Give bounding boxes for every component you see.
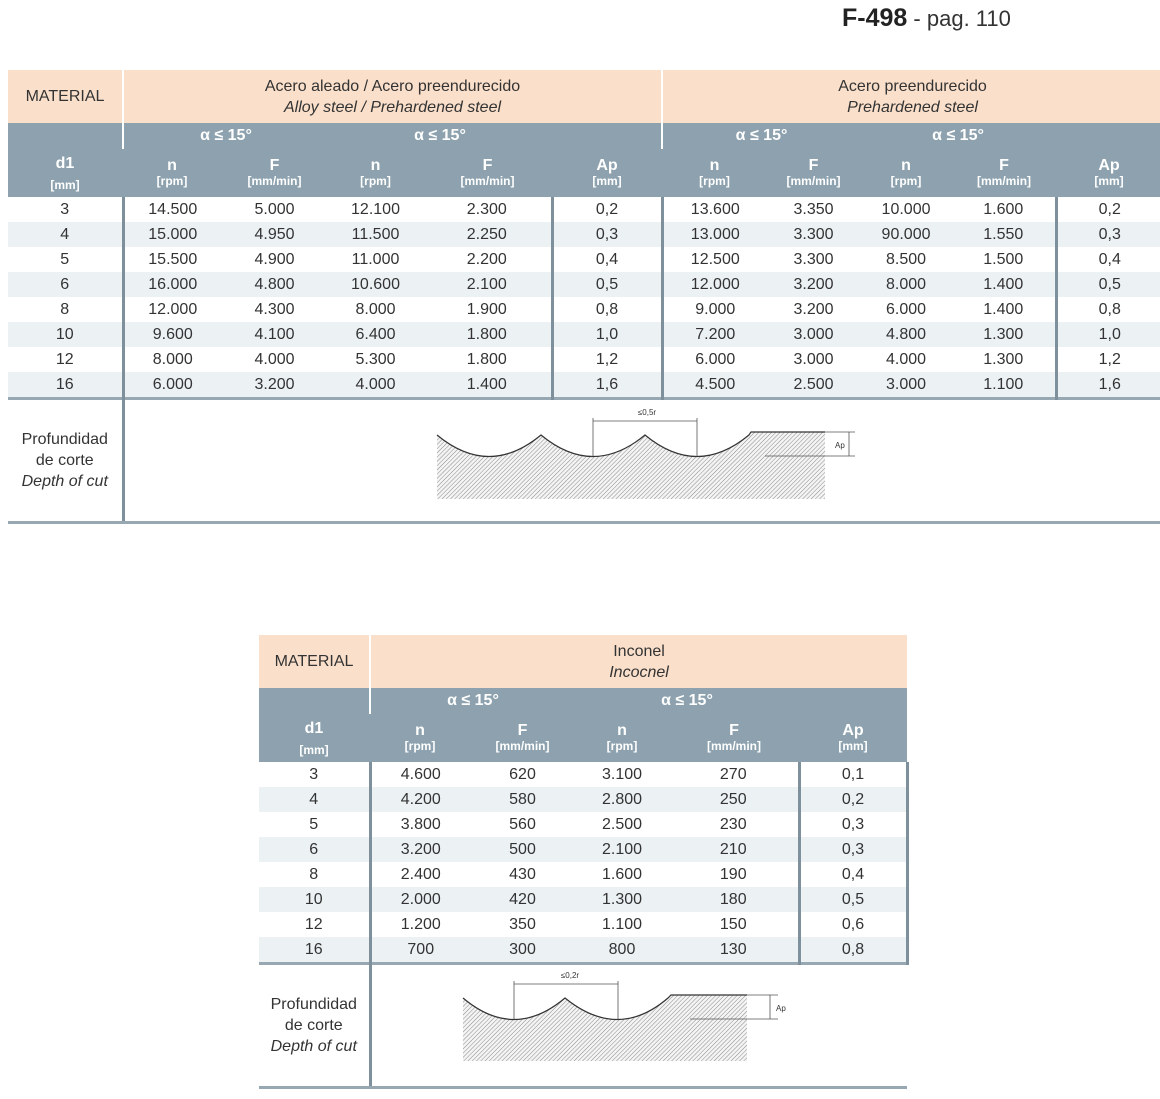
ap-label: Ap — [842, 721, 864, 739]
value-cell: 1,0 — [1056, 322, 1160, 347]
material-title-en: Alloy steel / Prehardened steel — [284, 98, 502, 116]
f-label: F — [482, 156, 493, 174]
value-cell: 8.500 — [860, 247, 952, 272]
f-unit: [mm/min] — [495, 738, 550, 753]
value-cell: 3.000 — [860, 372, 952, 399]
diagram-dim-label: ≤0,2r — [560, 971, 579, 980]
table-row — [8, 297, 1160, 322]
n-unit: [rpm] — [699, 173, 730, 188]
value-cell: 1.300 — [952, 322, 1056, 347]
material-title-en: Incocnel — [609, 663, 669, 681]
ap-unit: [mm] — [1094, 173, 1124, 188]
value-cell: 6.000 — [860, 297, 952, 322]
depth-of-cut-label — [8, 399, 123, 523]
f-label: F — [517, 721, 528, 739]
value-cell: 620 — [470, 762, 575, 787]
diameter-cell: 3 — [259, 762, 370, 787]
diameter-cell: 16 — [8, 372, 123, 399]
diameter-cell: 8 — [8, 297, 123, 322]
ap-header — [1056, 149, 1160, 197]
value-cell: 0,2 — [799, 787, 907, 812]
n-header — [370, 714, 470, 762]
value-cell: 0,4 — [552, 247, 662, 272]
table-row — [8, 347, 1160, 372]
table-row — [8, 197, 1160, 222]
value-cell: 15.500 — [123, 247, 221, 272]
f-unit: [mm/min] — [707, 738, 761, 753]
alpha-angle-header: α ≤ 15° — [370, 688, 575, 714]
table-row — [259, 887, 907, 912]
cutting-data-table-steel — [8, 70, 1160, 524]
value-cell: 250 — [669, 787, 799, 812]
alpha-angle-header: α ≤ 15° — [661, 692, 713, 709]
value-cell: 1,6 — [552, 372, 662, 399]
depth-label-en: Depth of cut — [21, 473, 108, 490]
f-header — [767, 149, 860, 197]
diameter-cell: 4 — [259, 787, 370, 812]
n-header — [860, 149, 952, 197]
value-cell: 8.000 — [860, 272, 952, 297]
value-cell: 12.100 — [328, 197, 423, 222]
material-group-inconel — [370, 635, 907, 688]
value-cell: 4.500 — [662, 372, 767, 399]
value-cell: 430 — [470, 862, 575, 887]
value-cell: 0,3 — [552, 222, 662, 247]
value-cell: 130 — [669, 937, 799, 964]
diameter-cell: 4 — [8, 222, 123, 247]
material-header: MATERIAL — [8, 70, 123, 123]
alpha-angle-header: α ≤ 15° — [414, 127, 466, 144]
diameter-cell: 3 — [8, 197, 123, 222]
page-ref-separator: - — [907, 6, 927, 31]
value-cell: 13.600 — [662, 197, 767, 222]
ap-unit: [mm] — [838, 738, 868, 753]
ap-label: Ap — [1098, 156, 1120, 174]
diameter-cell: 6 — [259, 837, 370, 862]
f-header — [423, 149, 552, 197]
page-number: pag. 110 — [926, 6, 1011, 31]
value-cell: 0,3 — [799, 837, 907, 862]
value-cell: 3.200 — [221, 372, 328, 399]
material-group-alloy-steel — [123, 70, 662, 123]
d1-label: d1 — [304, 720, 324, 737]
value-cell: 9.000 — [662, 297, 767, 322]
value-cell: 0,5 — [552, 272, 662, 297]
value-cell: 5.000 — [221, 197, 328, 222]
value-cell: 700 — [370, 937, 470, 964]
value-cell: 0,8 — [1056, 297, 1160, 322]
value-cell: 0,4 — [799, 862, 907, 887]
value-cell: 1.600 — [575, 862, 669, 887]
value-cell: 3.000 — [767, 322, 860, 347]
diameter-cell: 12 — [8, 347, 123, 372]
value-cell: 1.300 — [575, 887, 669, 912]
value-cell: 0,6 — [799, 912, 907, 937]
value-cell: 11.000 — [328, 247, 423, 272]
value-cell: 2.000 — [370, 887, 470, 912]
value-cell: 2.500 — [575, 812, 669, 837]
value-cell: 270 — [669, 762, 799, 787]
value-cell: 10.000 — [860, 197, 952, 222]
depth-label-en: Depth of cut — [270, 1038, 357, 1055]
value-cell: 2.200 — [423, 247, 552, 272]
material-group-prehardened-steel — [662, 70, 1160, 123]
n-label: n — [709, 156, 720, 174]
value-cell: 1.400 — [952, 297, 1056, 322]
depth-of-cut-diagram-cell — [370, 964, 907, 1088]
depth-of-cut-label — [259, 964, 370, 1088]
d1-unit: [mm] — [50, 178, 80, 192]
value-cell: 190 — [669, 862, 799, 887]
diagram-ap-label: Ap — [834, 441, 845, 450]
value-cell: 1.400 — [423, 372, 552, 399]
value-cell: 560 — [470, 812, 575, 837]
depth-of-cut-diagram-cell — [123, 399, 1160, 523]
value-cell: 4.000 — [328, 372, 423, 399]
value-cell: 6.000 — [662, 347, 767, 372]
value-cell: 1.500 — [952, 247, 1056, 272]
diameter-cell: 10 — [259, 887, 370, 912]
value-cell: 3.100 — [575, 762, 669, 787]
value-cell: 1.900 — [423, 297, 552, 322]
material-title-es: Inconel — [613, 642, 665, 660]
table-row — [259, 937, 907, 964]
material-header: MATERIAL — [259, 635, 370, 688]
value-cell: 1.200 — [370, 912, 470, 937]
value-cell: 4.000 — [860, 347, 952, 372]
cutting-data-table-inconel — [259, 635, 909, 1089]
value-cell: 90.000 — [860, 222, 952, 247]
value-cell: 4.800 — [860, 322, 952, 347]
material-title-es: Acero preendurecido — [838, 77, 987, 95]
f-label: F — [999, 156, 1009, 174]
value-cell: 3.200 — [370, 837, 470, 862]
value-cell: 1,2 — [1056, 347, 1160, 372]
value-cell: 1,2 — [552, 347, 662, 372]
table-row — [259, 812, 907, 837]
value-cell: 6.000 — [123, 372, 221, 399]
value-cell: 1.550 — [952, 222, 1056, 247]
value-cell: 580 — [470, 787, 575, 812]
ap-header — [552, 149, 662, 197]
value-cell: 4.600 — [370, 762, 470, 787]
value-cell: 2.800 — [575, 787, 669, 812]
depth-label-es-1: Profundidad — [21, 431, 108, 448]
material-title-es: Acero aleado / Acero preendurecido — [264, 77, 521, 95]
diameter-cell: 8 — [259, 862, 370, 887]
diameter-cell: 16 — [259, 937, 370, 964]
value-cell: 11.500 — [328, 222, 423, 247]
value-cell: 1.100 — [575, 912, 669, 937]
ap-unit: [mm] — [592, 173, 622, 188]
value-cell: 1,0 — [552, 322, 662, 347]
n-label: n — [617, 721, 627, 739]
table-row — [259, 912, 907, 937]
n-label: n — [167, 156, 177, 174]
value-cell: 180 — [669, 887, 799, 912]
value-cell: 1.600 — [952, 197, 1056, 222]
value-cell: 210 — [669, 837, 799, 862]
value-cell: 0,3 — [799, 812, 907, 837]
diameter-cell: 10 — [8, 322, 123, 347]
diameter-cell: 6 — [8, 272, 123, 297]
value-cell: 2.300 — [423, 197, 552, 222]
d1-header — [8, 123, 123, 197]
value-cell: 500 — [470, 837, 575, 862]
n-label: n — [901, 156, 911, 174]
value-cell: 12.000 — [123, 297, 221, 322]
value-cell: 0,2 — [1056, 197, 1160, 222]
value-cell: 3.350 — [767, 197, 860, 222]
value-cell: 1.400 — [952, 272, 1056, 297]
n-unit: [rpm] — [360, 173, 391, 188]
value-cell: 12.500 — [662, 247, 767, 272]
value-cell: 800 — [575, 937, 669, 964]
value-cell: 2.100 — [575, 837, 669, 862]
value-cell: 230 — [669, 812, 799, 837]
table-row — [8, 247, 1160, 272]
alpha-angle-header: α ≤ 15° — [123, 123, 328, 149]
depth-label-es-2: de corte — [35, 452, 94, 469]
value-cell: 0,8 — [799, 937, 907, 964]
n-unit: [rpm] — [890, 173, 922, 188]
value-cell: 2.250 — [423, 222, 552, 247]
value-cell: 6.400 — [328, 322, 423, 347]
value-cell: 3.300 — [767, 247, 860, 272]
diameter-cell: 12 — [259, 912, 370, 937]
value-cell: 5.300 — [328, 347, 423, 372]
f-label: F — [729, 721, 739, 739]
value-cell: 3.300 — [767, 222, 860, 247]
value-cell: 1.300 — [952, 347, 1056, 372]
diagram-dim-label: ≤0,5r — [637, 408, 656, 417]
value-cell: 1,6 — [1056, 372, 1160, 399]
page-reference — [842, 4, 1011, 33]
value-cell: 4.300 — [221, 297, 328, 322]
ap-header — [799, 714, 907, 762]
n-unit: [rpm] — [404, 738, 436, 753]
table-row — [8, 222, 1160, 247]
value-cell: 10.600 — [328, 272, 423, 297]
f-header — [669, 714, 799, 762]
table-row — [259, 862, 907, 887]
value-cell: 4.800 — [221, 272, 328, 297]
value-cell: 350 — [470, 912, 575, 937]
value-cell: 3.200 — [767, 297, 860, 322]
depth-label-es-2: de corte — [284, 1017, 343, 1034]
diagram-ap-label: Ap — [775, 1004, 786, 1013]
table-row — [8, 272, 1160, 297]
value-cell: 0,2 — [552, 197, 662, 222]
value-cell: 0,3 — [1056, 222, 1160, 247]
value-cell: 4.000 — [221, 347, 328, 372]
alpha-angle-header: α ≤ 15° — [662, 123, 860, 149]
value-cell: 4.950 — [221, 222, 328, 247]
f-unit: [mm/min] — [460, 173, 515, 188]
value-cell: 3.000 — [767, 347, 860, 372]
depth-of-cut-diagram — [435, 408, 855, 508]
value-cell: 0,4 — [1056, 247, 1160, 272]
value-cell: 7.200 — [662, 322, 767, 347]
n-header — [123, 149, 221, 197]
f-unit: [mm/min] — [977, 173, 1032, 188]
value-cell: 0,5 — [1056, 272, 1160, 297]
value-cell: 4.100 — [221, 322, 328, 347]
value-cell: 0,5 — [799, 887, 907, 912]
catalog-code: F-498 — [842, 4, 908, 32]
value-cell: 12.000 — [662, 272, 767, 297]
d1-unit: [mm] — [299, 743, 329, 757]
depth-label-es-1: Profundidad — [270, 996, 357, 1013]
value-cell: 150 — [669, 912, 799, 937]
material-title-en: Prehardened steel — [847, 98, 978, 116]
f-label: F — [808, 156, 819, 174]
value-cell: 3.800 — [370, 812, 470, 837]
f-header — [221, 149, 328, 197]
value-cell: 1.100 — [952, 372, 1056, 399]
f-unit: [mm/min] — [786, 173, 841, 188]
value-cell: 2.500 — [767, 372, 860, 399]
value-cell: 4.200 — [370, 787, 470, 812]
value-cell: 13.000 — [662, 222, 767, 247]
value-cell: 1.800 — [423, 347, 552, 372]
value-cell: 15.000 — [123, 222, 221, 247]
table-row — [8, 372, 1160, 399]
diameter-cell: 5 — [259, 812, 370, 837]
table-row — [8, 322, 1160, 347]
f-unit: [mm/min] — [247, 173, 302, 188]
value-cell: 4.900 — [221, 247, 328, 272]
diameter-cell: 5 — [8, 247, 123, 272]
value-cell: 8.000 — [123, 347, 221, 372]
table-row — [259, 837, 907, 862]
d1-header — [259, 688, 370, 762]
f-header — [470, 714, 575, 762]
value-cell: 3.200 — [767, 272, 860, 297]
value-cell: 0,1 — [799, 762, 907, 787]
n-header — [662, 149, 767, 197]
value-cell: 2.400 — [370, 862, 470, 887]
table-row — [259, 787, 907, 812]
n-unit: [rpm] — [606, 738, 638, 753]
value-cell: 420 — [470, 887, 575, 912]
d1-label: d1 — [55, 155, 75, 172]
f-header — [952, 149, 1056, 197]
value-cell: 14.500 — [123, 197, 221, 222]
value-cell: 8.000 — [328, 297, 423, 322]
table-row — [259, 762, 907, 787]
f-label: F — [269, 156, 280, 174]
n-label: n — [370, 156, 381, 174]
alpha-angle-header: α ≤ 15° — [932, 127, 984, 144]
value-cell: 9.600 — [123, 322, 221, 347]
depth-of-cut-diagram — [460, 971, 800, 1071]
ap-label: Ap — [596, 156, 618, 174]
value-cell: 2.100 — [423, 272, 552, 297]
n-header — [575, 714, 669, 762]
n-header — [328, 149, 423, 197]
n-unit: [rpm] — [156, 173, 188, 188]
value-cell: 300 — [470, 937, 575, 964]
value-cell: 16.000 — [123, 272, 221, 297]
value-cell: 0,8 — [552, 297, 662, 322]
n-label: n — [415, 721, 425, 739]
value-cell: 1.800 — [423, 322, 552, 347]
